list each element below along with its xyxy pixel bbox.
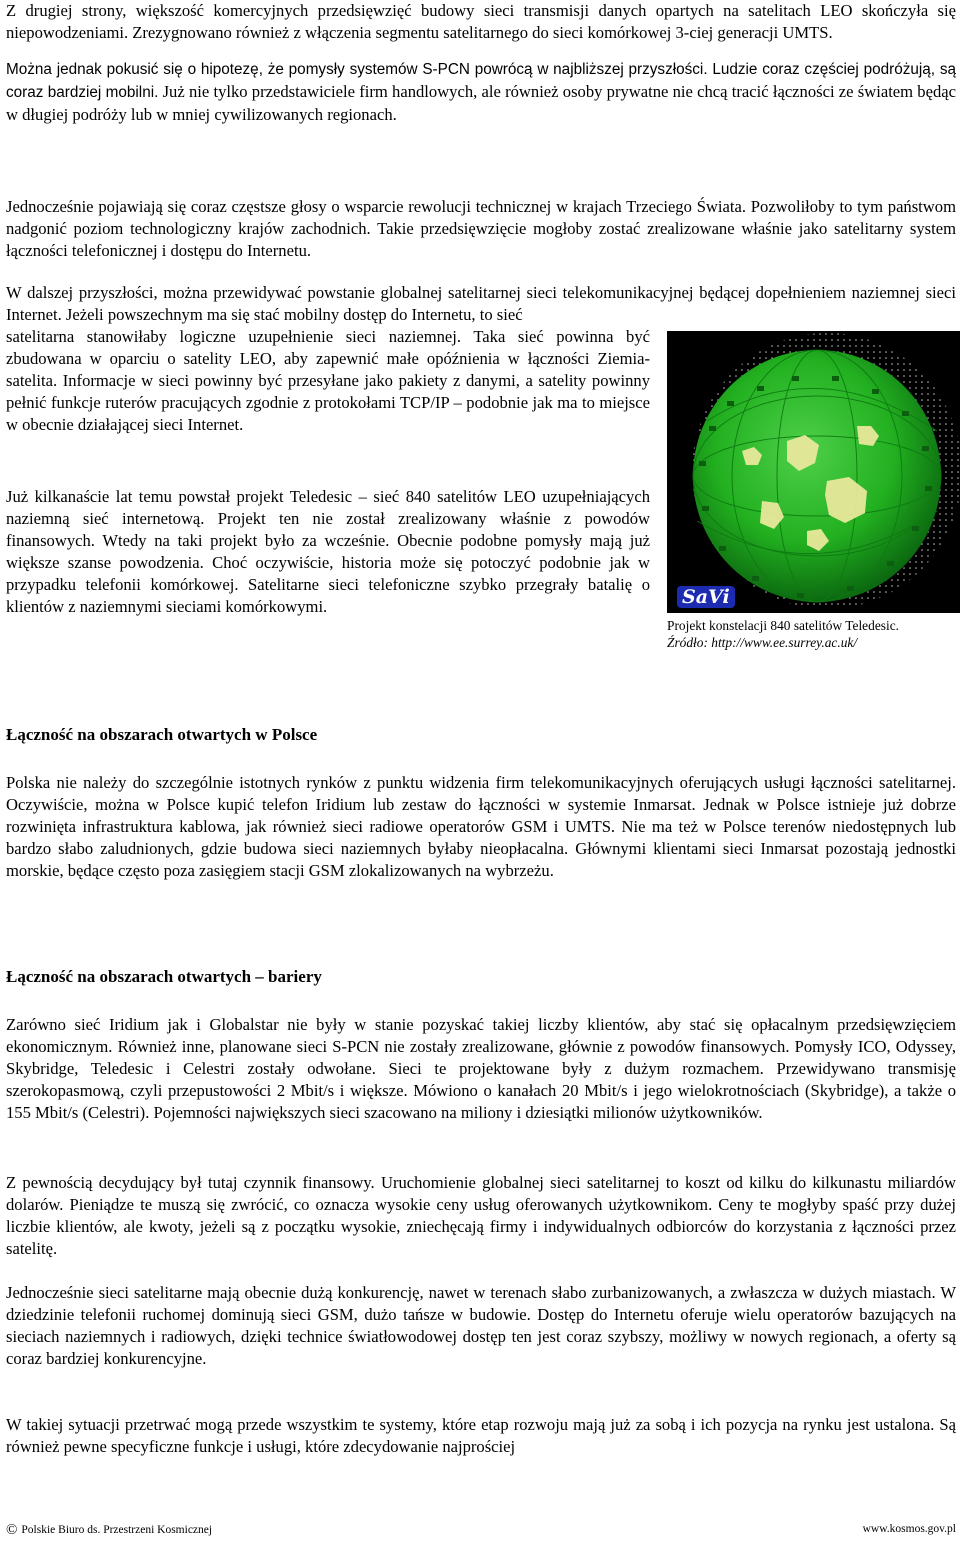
paragraph-4: W dalszej przyszłości, można przewidywać powstanie globalnej satelitarnej sieci telekomunikacyjnej będącej dopełnieniem naziemnej sieci Internet. Jeżeli powszechnym ma się stać mobilny dostęp do Internetu, to sieć	[6, 283, 956, 324]
paragraph-8: Z pewnością decydujący był tutaj czynnik finansowy. Uruchomienie globalnej sieci satelitarnej to koszt od kilku do kilkunastu miliardów dolarów. Pieniądze te muszą się zwrócić, co oznacza wysokie ceny usług oferowanych użytkownikom. Ceny te mogłyby spaść przy dużej liczbie klientów, ale kwoty, jeżeli są z początku wysokie, zniechęcają firmy i indywidualnych odbiorców do korzystania z łączności przez satelitę.	[6, 1173, 956, 1258]
paragraph-6: Polska nie należy do szczególnie istotnych rynków z punktu widzenia firm telekomunikacyjnych oferujących usługi łączności satelitarnej. Oczywiście, można w Polsce kupić telefon Iridium lub zestaw do łączności w systemie Inmarsat. Jednak w Polsce istnieje już dobrze rozwinięta infrastruktura kablowa, jak również sieci radiowe operatorów GSM i UMTS. Nie ma też w Polsce terenów niedostępnych lub bardzo słabo zaludnionych, gdzie budowa sieci naziemnych byłaby nieopłacalna. Głównymi klientami sieci Inmarsat pozostają jednostki morskie, będące często poza zasięgiem stacji GSM zlokalizowanych na wybrzeżu.	[6, 773, 956, 880]
paragraph-7: Zarówno sieć Iridium jak i Globalstar nie były w stanie pozyskać takiej liczby klientów, aby stać się opłacalnym przedsięwzięciem ekonomicznym. Również inne, planowane sieci S-PCN nie zostały zrealizowane, głównie z powodów finansowych. Pomysły ICO, Odyssey, Skybridge, Teledesic i Celestri zostały odwołane. Sieci te projektowane były z dużym rozmachem. Przewidywano transmisję szerokopasmową, czyli przepustowości 2 Mbit/s i większe. Mówiono o kanałach 20 Mbit/s i jego wielokrotnościach (Skybridge), a także o 155 Mbit/s (Celestri). Pojemności największych sieci szacowano na miliony i dziesiątki milionów użytkowników.	[6, 1015, 956, 1122]
satellite-globe-graphic	[667, 331, 960, 613]
savi-logo: SaVi	[677, 586, 735, 608]
globe-image	[667, 331, 960, 613]
paragraph-2-sans: Można jednak pokusić się o hipotezę, że pomysły systemów S-PCN powrócą w najbliższej przyszłości. Ludzie coraz częściej podróżują, są coraz bardziej mobilni.	[6, 61, 956, 101]
footer-organization: Polskie Biuro ds. Przestrzeni Kosmicznej	[21, 1524, 213, 1536]
paragraph-2-rest: Już nie tylko przedstawiciele firm handlowych, ale również osoby prywatne nie chcą tracić łączności ze światem będąc w długiej podróży lub w mniej cywilizowanych regionach.	[6, 82, 956, 124]
paragraph-10: W takiej sytuacji przetrwać mogą przede wszystkim te systemy, które etap rozwoju mają już za sobą i ich pozycja na rynku jest ustalona. Są również pewne specyficzne funkcje i usługi, które zdecydowanie najprościej	[6, 1415, 956, 1456]
section-heading-barriers: Łączność na obszarach otwartych – bariery	[6, 967, 322, 986]
footer-website: www.kosmos.gov.pl	[862, 1523, 956, 1535]
paragraph-1: Z drugiej strony, większość komercyjnych przedsięwzięć budowy sieci transmisji danych opartych na satelitach LEO skończyła się niepowodzeniami. Zrezygnowano również z włączenia segmentu satelitarnego do sieci komórkowej 3-ciej generacji UMTS.	[6, 1, 956, 42]
paragraph-3: Jednocześnie pojawiają się coraz częstsze głosy o wsparcie rewolucji technicznej w krajach Trzeciego Świata. Pozwoliłoby to tym państwom nadgonić poziom technologiczny krajów zachodnich. Takie przedsięwzięcie mogłoby zostać zrealizowane właśnie jako satelitarny system łączności telefonicznej i dostępu do Internetu.	[6, 197, 956, 260]
copyright-symbol: ©	[6, 1522, 18, 1538]
paragraph-2	[6, 58, 956, 126]
earth-sphere	[693, 350, 941, 602]
caption-source: Źródło: http://www.ee.surrey.ac.uk/	[667, 635, 858, 650]
teledesic-figure	[667, 331, 960, 651]
figure-caption	[667, 617, 960, 651]
caption-text: Projekt konstelacji 840 satelitów Teledesic.	[667, 618, 899, 633]
footer-left	[6, 1522, 212, 1537]
paragraph-5: Już kilkanaście lat temu powstał projekt Teledesic – sieć 840 satelitów LEO uzupełniających naziemną sieć internetową. Projekt ten nie został zrealizowany właśnie z powodów finansowych. Wtedy na taki projekt było za wcześnie. Obecnie podobne pomysły mają już większe szanse powodzenia. Choć oczywiście, historia może się potoczyć podobnie jak w przypadku telefonii komórkowej. Satelitarne sieci telefoniczne szybko przegrały batalię o klientów z naziemnymi sieciami komórkowymi.	[6, 487, 650, 616]
paragraph-4-continued: satelitarna stanowiłaby logiczne uzupełnienie sieci naziemnej. Taka sieć powinna być zbudowana w oparciu o satelity LEO, aby zapewnić małe opóźnienia w łączności Ziemia-satelita. Informacje w sieci powinny być przesyłane jako pakiety z danymi, a satelity powinny pełnić funkcje ruterów pracujących zgodnie z protokołami TCP/IP – podobnie jak ma to miejsce w obecnie działającej sieci Internet.	[6, 327, 650, 434]
paragraph-9: Jednocześnie sieci satelitarne mają obecnie dużą konkurencję, nawet w terenach słabo zurbanizowanych, a zwłaszcza w dużych miastach. W dziedzinie telefonii ruchomej dominują sieci GSM, dużo tańsze w budowie. Dostęp do Internetu oferuje wielu operatorów bazujących na sieciach naziemnych i radiowych, dzięki technice światłowodowej dostęp ten jest coraz szybszy, możliwy w nowych regionach, a oferty są coraz bardziej konkurencyjne.	[6, 1283, 956, 1368]
section-heading-poland: Łączność na obszarach otwartych w Polsce	[6, 725, 318, 744]
